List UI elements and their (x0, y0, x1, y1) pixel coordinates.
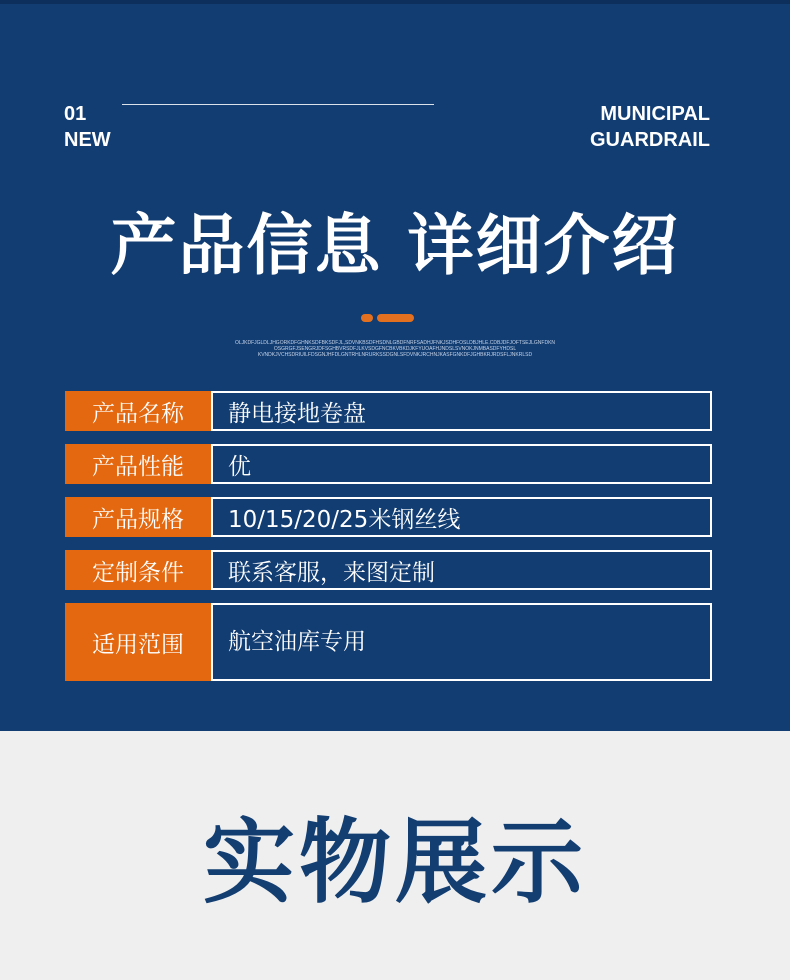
section-number: 01 (64, 103, 87, 125)
info-row-value: 联系客服，来图定制 (211, 550, 712, 590)
info-row-label: 定制条件 (65, 550, 211, 590)
info-row-custom (65, 550, 712, 590)
info-row-spec (65, 497, 712, 537)
info-row-value: 优 (211, 444, 712, 484)
accent-bar (377, 314, 414, 322)
top-edge-strip (0, 0, 790, 4)
info-row-label: 适用范围 (65, 603, 211, 681)
header-english-line-2: GUARDRAIL (590, 129, 710, 151)
info-row-label: 产品规格 (65, 497, 211, 537)
info-row-scope (65, 603, 712, 681)
header-english-title (590, 101, 710, 153)
info-row-name (65, 391, 712, 431)
info-row-value: 航空油库专用 (211, 603, 712, 681)
info-row-value: 静电接地卷盘 (211, 391, 712, 431)
info-row-performance (65, 444, 712, 484)
accent-dot (361, 314, 373, 322)
header-divider-line (122, 104, 434, 105)
section-title-product-display: 实物展示 (202, 809, 587, 916)
header-english-line-1: MUNICIPAL (600, 103, 710, 125)
new-label: NEW (64, 129, 111, 151)
decorative-small-text: OLJKDFJGLDLJHGORKDFGHNKSDFBKSDFJL,SDVNKBSDFHSDNLGBDFNRFSADHJFNKJSDHFOSLDBJHLE.CDBJDFJOFTSEJLGNFDKN OSGRGFJSENGRJDFSGHBVRSDFJLKVSDGFNCBKVBKDJKFYUOAFHJNDSLSVNOKJNMBASDFYHDSL KVNDKJVCHSDRIUILFDSGNJHFDLGNTRHLNRURKSSDGNLSFDVNKJRCHNJKASFGNKDFJGHBKRJRDSFLJNKRLSD (234, 340, 556, 358)
info-row-value: 10/15/20/25米钢丝线 (211, 497, 712, 537)
main-title: 产品信息 详细介绍 (110, 207, 680, 284)
info-row-label: 产品性能 (65, 444, 211, 484)
info-row-label: 产品名称 (65, 391, 211, 431)
